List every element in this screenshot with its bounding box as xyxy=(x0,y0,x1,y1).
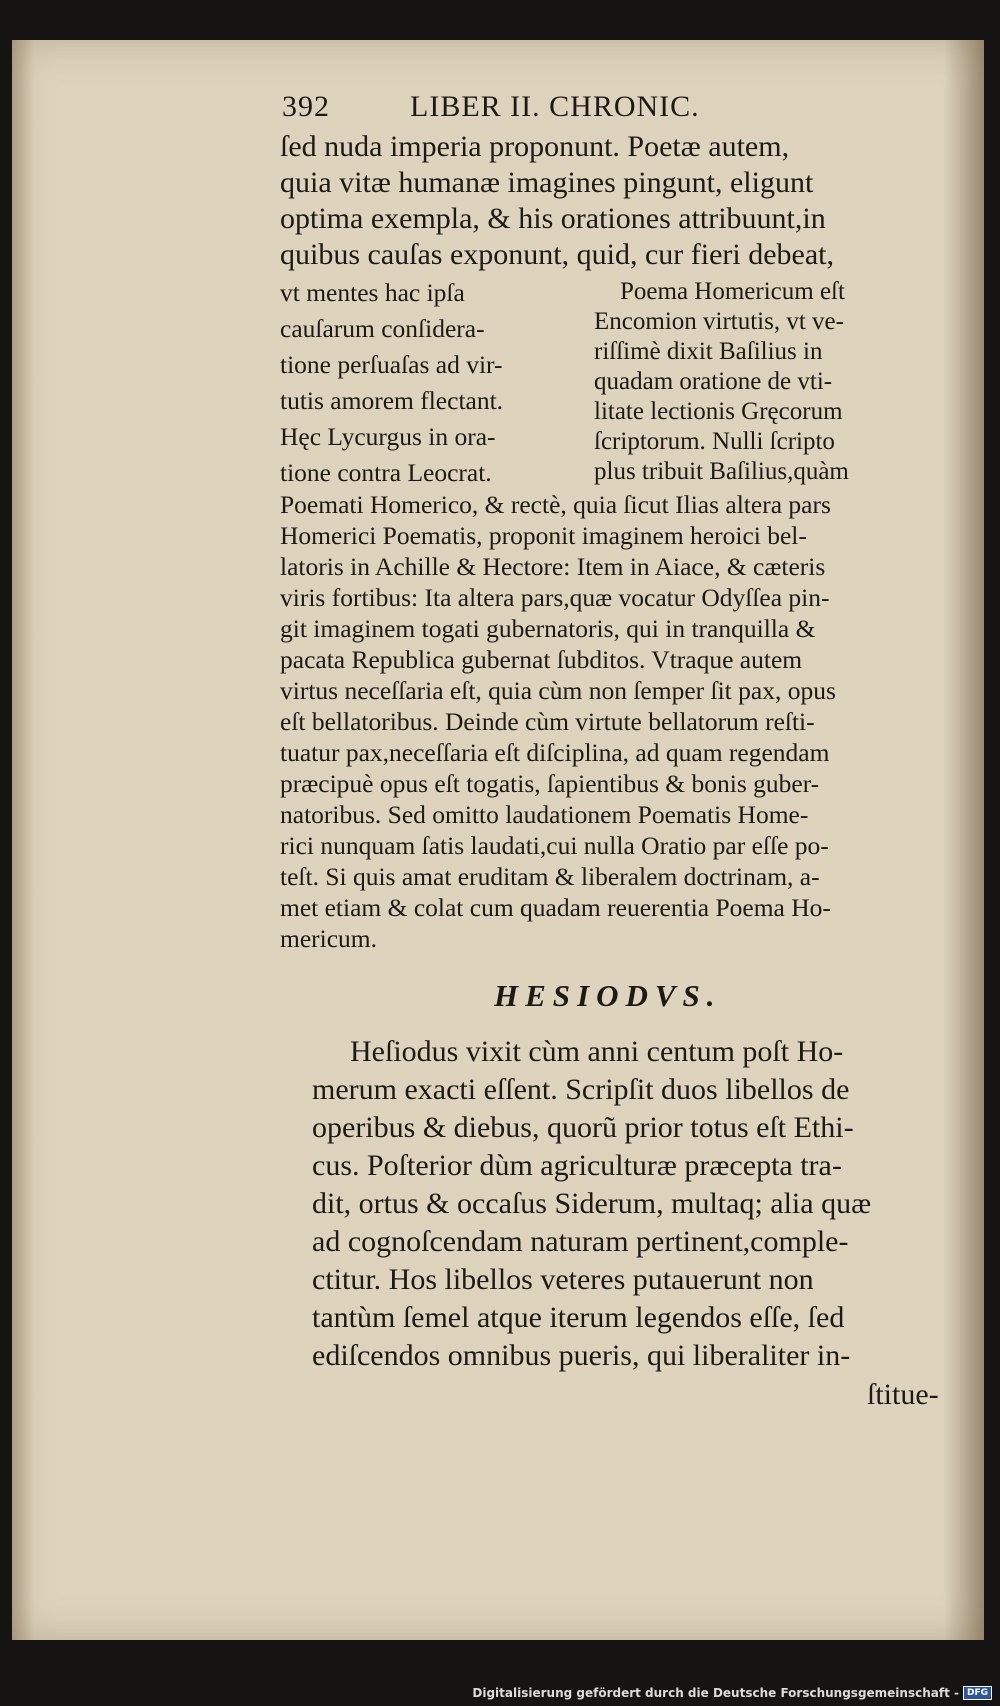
text-line: dit, ortus & occaſus Siderum, multaq; alia quæ xyxy=(312,1187,872,1220)
text-line: viris fortibus: Ita altera pars,quæ vocatur Odyſſea pin- xyxy=(280,583,830,612)
text-line: met etiam & colat cum quadam reuerentia Poema Ho- xyxy=(280,893,831,922)
left-column-line: tione contra Leocrat. xyxy=(280,458,492,487)
section-heading: HESIODVS. xyxy=(494,978,722,1013)
text-line: Heſiodus vixit cùm anni centum poſt Ho- xyxy=(350,1035,844,1068)
dfg-logo: DFG xyxy=(963,1686,992,1700)
running-title: LIBER II. CHRONIC. xyxy=(410,90,700,123)
text-line: virtus neceſſaria eſt, quia cùm non ſemper ſit pax, opus xyxy=(280,676,836,705)
text-line: ediſcendos omnibus pueris, qui liberaliter in- xyxy=(312,1339,851,1372)
left-column-line: tutis amorem flectant. xyxy=(280,386,504,415)
text-line: cus. Poſterior dùm agriculturæ præcepta tra- xyxy=(312,1149,842,1182)
text-line: ad cognoſcendam naturam pertinent,comple- xyxy=(312,1225,849,1258)
book-page xyxy=(12,40,984,1640)
text-line: mericum. xyxy=(280,924,378,953)
right-column-line: Encomion virtutis, vt ve- xyxy=(594,308,844,335)
text-line: pacata Republica gubernat ſubditos. Vtraque autem xyxy=(280,645,803,674)
text-line: Poemati Homerico, & rectè, quia ſicut Ilias altera pars xyxy=(280,490,831,519)
text-line: tuatur pax,neceſſaria eſt diſciplina, ad quam regendam xyxy=(280,738,830,767)
right-column-line: Poema Homericum eſt xyxy=(620,278,845,305)
text-line: operibus & diebus, quorũ prior totus eſt Ethi- xyxy=(312,1111,854,1144)
left-column-line: vt mentes hac ipſa xyxy=(280,278,465,307)
text-line: teſt. Si quis amat eruditam & liberalem doctrinam, a- xyxy=(280,862,820,891)
text-line: ſed nuda imperia proponunt. Poetæ autem, xyxy=(280,130,790,163)
text-line: ctitur. Hos libellos veteres putauerunt non xyxy=(312,1263,814,1296)
page-number: 392 xyxy=(282,90,330,123)
footer-credit-text: Digitalisierung gefördert durch die Deutsche Forschungsgemeinschaft - xyxy=(472,1686,959,1700)
text-line: git imaginem togati gubernatoris, qui in tranquilla & xyxy=(280,614,816,643)
text-line: natoribus. Sed omitto laudationem Poematis Home- xyxy=(280,800,809,829)
text-line: latoris in Achille & Hectore: Item in Aiace, & cæteris xyxy=(280,552,826,581)
left-column-line: cauſarum conſidera- xyxy=(280,314,485,343)
text-line: quia vitæ humanæ imagines pingunt, eligunt xyxy=(280,166,814,199)
footer-credit xyxy=(472,1686,992,1700)
right-column-line: litate lectionis Gręcorum xyxy=(594,398,843,425)
left-column-line: Hęc Lycurgus in ora- xyxy=(280,422,496,451)
right-column-line: plus tribuit Baſilius,quàm xyxy=(594,458,849,485)
text-line: rici nunquam ſatis laudati,cui nulla Oratio par eſſe po- xyxy=(280,831,829,860)
text-line: præcipuè opus eſt togatis, ſapientibus & bonis guber- xyxy=(280,769,820,798)
right-column-line: quadam oratione de vti- xyxy=(594,368,833,395)
text-line: merum exacti eſſent. Scripſit duos libellos de xyxy=(312,1073,850,1106)
left-column-line: tione perſuaſas ad vir- xyxy=(280,350,503,379)
text-line: tantùm ſemel atque iterum legendos eſſe, ſed xyxy=(312,1301,845,1334)
text-line: Homerici Poematis, proponit imaginem heroici bel- xyxy=(280,521,807,550)
right-column-line: ſcriptorum. Nulli ſcripto xyxy=(594,428,835,455)
text-line: eſt bellatoribus. Deinde cùm virtute bellatorum reſti- xyxy=(280,707,815,736)
text-line: optima exempla, & his orationes attribuunt,in xyxy=(280,202,826,235)
right-column-line: riſſimè dixit Baſilius in xyxy=(594,338,823,365)
text-line: quibus cauſas exponunt, quid, cur fieri debeat, xyxy=(280,238,835,271)
catchword: ſtitue- xyxy=(867,1378,939,1411)
